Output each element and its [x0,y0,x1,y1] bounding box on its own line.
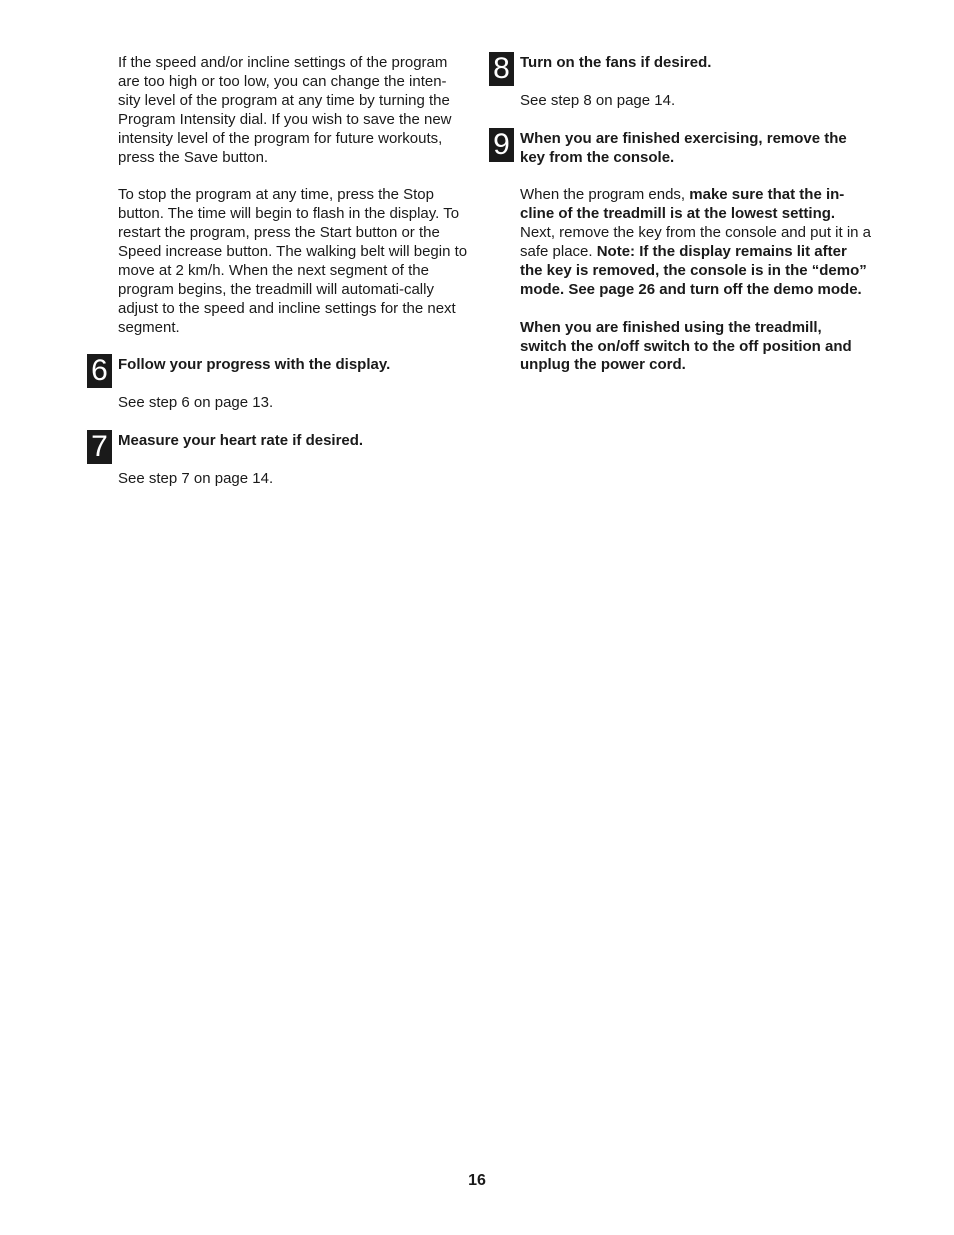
step-9 [493,127,872,376]
step-body [520,186,872,299]
stop-program-paragraph: To stop the program at any time, press the Stop button. The time will begin to flash in the display. To restart the program, press the Start button or the Speed increase button. The walking belt will begin to move at 2 km/h. When the next segment of the program begins, the treadmill will automati-cally adjust to the speed and incline settings for the next segment. [118,186,468,336]
step-title: Measure your heart rate if desired. [118,432,364,450]
step-6 [91,354,468,413]
step-body-bold: make sure that the in-cline of the treadmill is at the lowest setting. [520,186,845,223]
step-body-text: Next, remove the key from the console and put it in a safe place. [520,224,872,261]
step-body: See step 6 on page 13. [118,394,274,412]
step-number-badge: 9 [489,128,514,162]
step-8 [493,52,872,111]
step-title: Turn on the fans if desired. [520,54,712,71]
step-title: When you are finished exercising, remove the key from the console. [520,129,847,166]
step-title: Follow your progress with the display. [118,356,391,374]
intensity-paragraph: If the speed and/or incline settings of the program are too high or too low, you can change the inten-sity level of the program at any time by turning the Program Intensity dial. If you wish to save the new intensity level of the program for future workouts, press the Save button. [118,54,452,166]
left-column [91,54,468,508]
step-body: See step 7 on page 14. [118,469,274,487]
right-column [493,52,872,394]
step-body-bold: Note: If the display remains lit after the key is removed, the console is in the “demo” mode. See page 26 and turn off the demo mode. [520,243,867,298]
step-body: See step 8 on page 14. [520,91,676,109]
step-body-text: When the program ends, [520,186,690,204]
page-number: 16 [468,1172,486,1189]
step-number-badge: 6 [87,354,112,388]
closing-instruction: When you are finished using the treadmill, switch the on/off switch to the off position and unplug the power cord. [520,318,852,374]
step-number-badge: 7 [87,430,112,464]
step-7 [91,430,468,489]
step-number-badge: 8 [489,52,514,86]
